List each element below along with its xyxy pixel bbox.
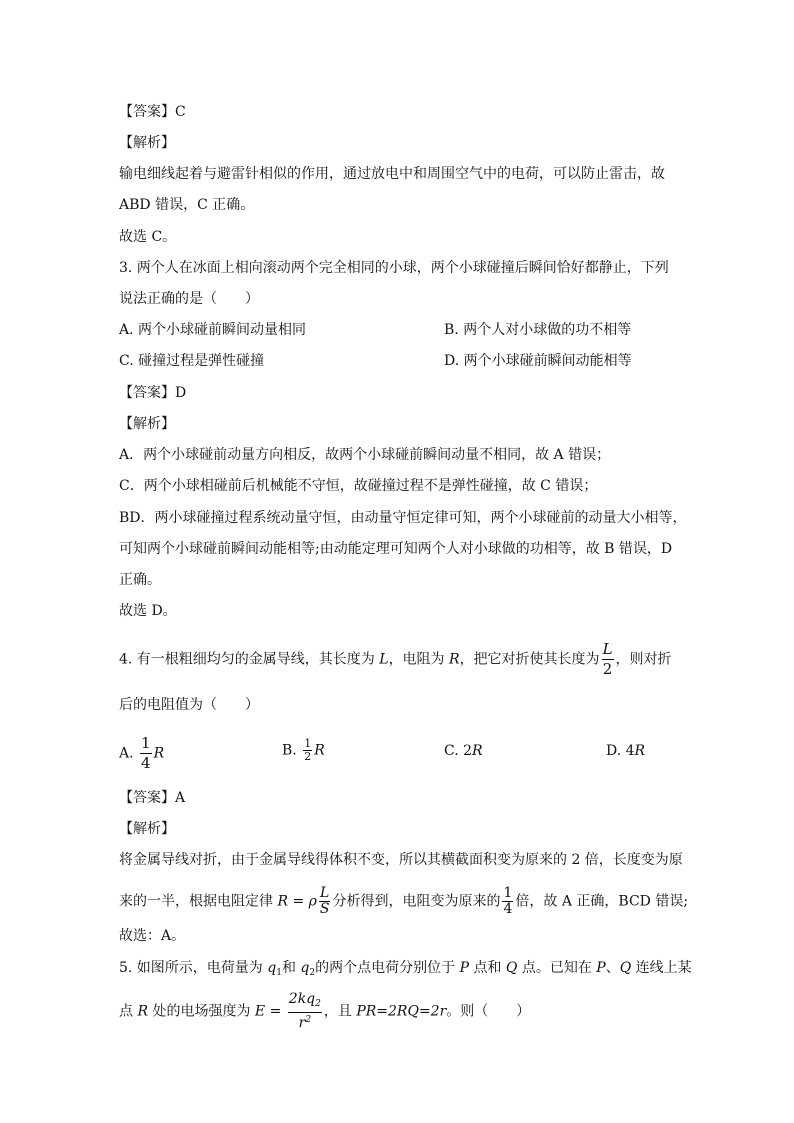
option-label: A.	[119, 745, 134, 762]
option-variable: R	[314, 742, 325, 759]
q5-stem-text: 处的电场强度为	[148, 1003, 255, 1020]
q5-stem-text: ，且	[323, 1003, 357, 1020]
q5-charge-subscript: 1	[276, 968, 282, 978]
q5-field-var: E	[254, 1003, 266, 1020]
denominator-exponent: 2	[305, 1015, 312, 1025]
question-4-stem-line2: 后的电阻值为（ ）	[119, 697, 259, 713]
q4-stem-text: ，把它对折使其长度为	[459, 651, 600, 668]
explanation-q3-line4: 可知两个小球碰前瞬间动能相等;由动能定理可知两个人对小球做的功相等，故 B 错误，D	[119, 541, 673, 557]
explanation-q3-line3: BD．两小球碰撞过程系统动量守恒，由动量守恒定律可知，两个小球碰前的动量大小相等，	[119, 510, 687, 526]
q4-exp-var: R	[277, 893, 288, 910]
fraction-denominator	[288, 1012, 322, 1031]
explanation-q2-line1: 输电细线起着与避雷针相似的作用，通过放电中和周围空气中的电荷，可以防止雷击，故	[119, 166, 665, 182]
q4-exp-text: 倍，故 A 正确，BCD 错误;	[515, 893, 689, 910]
q4-var-length: L	[379, 651, 389, 668]
q5-stem-text: 、	[605, 960, 620, 976]
answer-q3: 【答案】D	[119, 385, 187, 401]
q4-option-b-fraction	[303, 738, 312, 763]
fraction-numerator: 1	[304, 737, 312, 750]
q5-charge-subscript: 2	[309, 968, 316, 978]
q5-charge-var: q	[300, 960, 310, 976]
q5-point-q: Q	[619, 960, 632, 976]
q5-point-q: Q	[505, 960, 518, 976]
option-variable: R	[472, 743, 483, 759]
q3-option-d: D. 两个小球碰前瞬间动能相等	[444, 353, 632, 369]
conclusion-q2: 故选 C。	[119, 229, 177, 245]
option-label: C. 2	[444, 743, 473, 759]
q3-option-a: A. 两个小球碰前瞬间动量相同	[119, 322, 307, 338]
explanation-q2-line2: ABD 错误，C 正确。	[119, 197, 255, 213]
q4-stem-text: 4. 有一根粗细均匀的金属导线，其长度为	[119, 651, 380, 668]
q3-option-b: B. 两个人对小球做的功不相等	[444, 322, 632, 338]
fraction-denominator: 4	[503, 901, 513, 917]
answer-q2: 【答案】C	[119, 104, 186, 120]
question-5-stem-line2	[119, 992, 530, 1031]
option-label: D. 4	[606, 743, 635, 759]
q5-stem-text: 点	[119, 1003, 138, 1020]
q5-stem-text: 点。已知在	[517, 960, 597, 976]
q5-point-r: R	[137, 1003, 148, 1020]
q4-exp-text: 来的一半，根据电阻定律	[119, 893, 278, 910]
q4-exp-rho: ρ	[308, 893, 317, 910]
q4-option-d	[606, 741, 645, 761]
numerator-text: 2kq	[288, 991, 316, 1007]
analysis-label-q4: 【解析】	[119, 821, 175, 837]
explanation-q3-line2: C．两个小球相碰前后机械能不守恒，故碰撞过程不是弹性碰撞，故 C 错误；	[119, 478, 598, 494]
q5-point-p: P	[459, 960, 469, 976]
analysis-label-q2: 【解析】	[119, 135, 175, 151]
fraction-numerator: L	[602, 640, 613, 658]
explanation-q3-line1: A．两个小球碰前动量方向相反，故两个小球碰前瞬间动量不相同，故 A 错误；	[119, 447, 611, 463]
option-label: B.	[282, 742, 297, 759]
numerator-subscript: 2	[315, 999, 321, 1009]
question-4-stem-line1	[119, 640, 672, 679]
q5-charge-var: q	[267, 960, 277, 976]
fraction-denominator: 2	[304, 750, 312, 763]
answer-q4: 【答案】A	[119, 790, 186, 806]
explanation-q4-line1: 将金属导线对折，由于金属导线得体积不变，所以其横截面积变为原来的 2 倍，长度变为原	[119, 852, 683, 868]
conclusion-q4: 故选：A。	[119, 928, 186, 944]
conclusion-q3: 故选 D。	[119, 603, 177, 619]
q4-exp-text: =	[288, 893, 309, 910]
fraction-denominator: S	[319, 901, 330, 917]
fraction-denominator: 2	[602, 660, 613, 678]
q4-stem-text: ，电阻为	[388, 651, 450, 668]
q4-fraction-half-length	[602, 640, 614, 679]
q4-exp-text: 分析得到，电阻变为原来的	[332, 893, 501, 910]
q4-option-a	[119, 734, 164, 773]
q5-stem-text: =	[265, 1003, 286, 1020]
q5-field-fraction	[288, 992, 322, 1031]
q4-stem-text: ，则对折	[615, 651, 672, 668]
fraction-denominator: 4	[141, 754, 151, 772]
q5-stem-text: 点和	[469, 960, 506, 976]
fraction-numerator: L	[320, 885, 330, 901]
q4-var-resistance: R	[449, 651, 460, 668]
explanation-q4-line2	[119, 886, 688, 917]
q5-stem-text: 连线上某	[631, 960, 692, 976]
q5-stem-text: 和	[281, 960, 301, 976]
fraction-numerator: 1	[503, 885, 513, 901]
analysis-label-q3: 【解析】	[119, 416, 175, 432]
option-variable: R	[634, 743, 646, 759]
q5-distance-relation: PR=2RQ=2r	[356, 1003, 447, 1020]
q3-option-c: C. 碰撞过程是弹性碰撞	[119, 353, 265, 369]
denominator-text: r	[298, 1015, 306, 1031]
q4-option-c	[444, 741, 483, 761]
q5-stem-text: 5. 如图所示，电荷量为	[119, 960, 268, 976]
q4-option-b	[282, 738, 325, 763]
q4-quarter-fraction	[502, 886, 513, 917]
fraction-numerator: 1	[141, 734, 151, 752]
option-variable: R	[153, 745, 165, 762]
question-5-stem-line1	[119, 958, 692, 983]
q5-stem-text: 。则（ ）	[446, 1003, 531, 1020]
q5-point-p: P	[596, 960, 606, 976]
fraction-numerator	[288, 992, 322, 1012]
q5-stem-text: 的两个点电荷分别位于	[315, 960, 460, 976]
question-3-stem-line2: 说法正确的是（ ）	[119, 291, 259, 307]
q4-resistance-law-fraction	[319, 886, 331, 917]
q4-option-a-fraction	[140, 734, 152, 773]
explanation-q3-line5: 正确。	[119, 572, 161, 588]
question-3-stem-line1: 3. 两个人在冰面上相向滚动两个完全相同的小球，两个小球碰撞后瞬间恰好都静止，下列	[119, 260, 669, 276]
